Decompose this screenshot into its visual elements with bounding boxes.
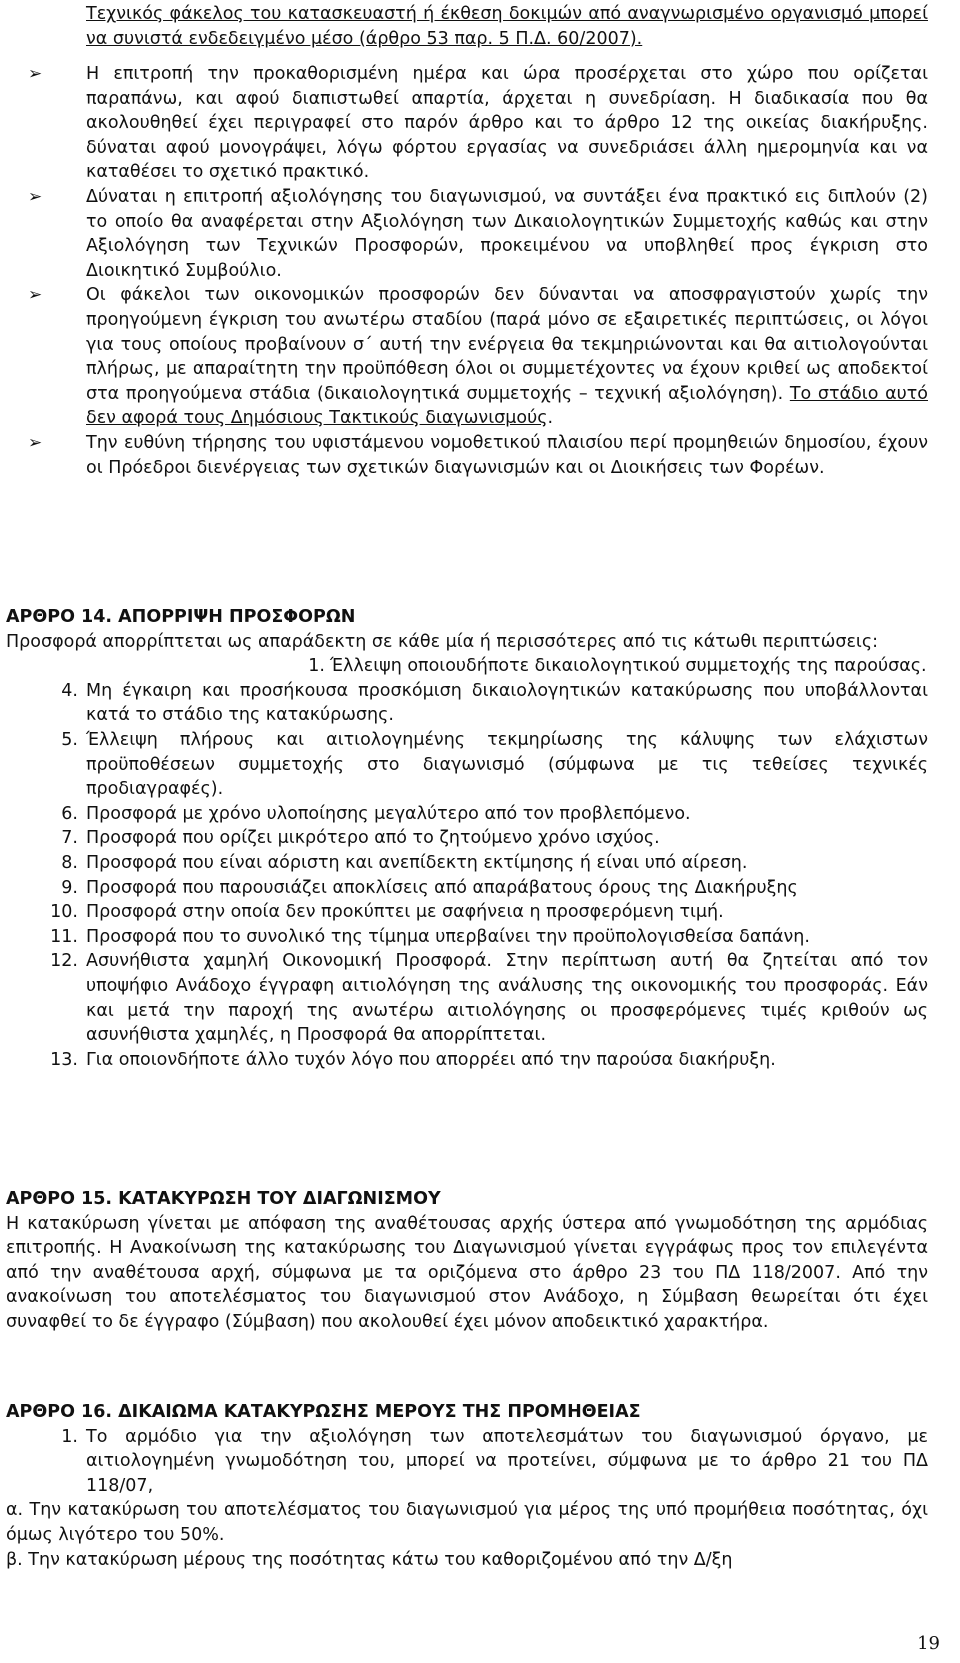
item-number: 1. [61,1426,78,1447]
item-number: 10. [50,902,78,923]
list-item [0,802,960,827]
page-number: 19 [917,1633,940,1654]
item-text: Προσφορά που το συνολικό της τίμημα υπερβαίνει την προϋπολογισθείσα δαπάνη. [86,926,810,947]
list-item [0,1425,960,1499]
item-text: Προσφορά στην οποία δεν προκύπτει με σαφήνεια η προσφερόμενη τιμή. [86,902,724,923]
list-item [0,949,960,1047]
bullet-text: Η επιτροπή την προκαθορισμένη ημέρα και ώρα προσέρχεται στο χώρο που ορίζεται παραπάνω, και αφού διαπιστωθεί απαρτία, άρχεται η συνεδρίαση. Η διαδικασία που θα ακολουθηθεί έχει περιγραφεί στο παρόν άρθρο και το άρθρο 12 της οικείας διακήρυξης. δύναται αφού μονογράψει, λόγω φόρτου εργασίας να συνεδριάσει άλλη ημερομηνία και να καταθέσει το σχετικό πρακτικό. [86,64,928,183]
list-item [0,1048,960,1073]
item-number: 7. [61,828,78,849]
article-14-lead: Προσφορά απορρίπτεται ως απαράδεκτη σε κάθε μία ή περισσότερες από τις κάτωθι περιπτώσεις: [6,631,879,652]
item-text: Προσφορά που είναι αόριστη και ανεπίδεκτη εκτίμησης ή είναι υπό αίρεση. [86,852,748,873]
list-item [0,851,960,876]
item-text: Προσφορά που παρουσιάζει αποκλίσεις από απαράβατους όρους της Διακήρυξης [86,877,798,898]
item-text: Προσφορά που ορίζει μικρότερο από το ζητούμενο χρόνο ισχύος. [86,828,660,849]
item-number: 11. [50,926,78,947]
list-item [0,900,960,925]
item-number: 4. [61,680,78,701]
item-number: 6. [61,803,78,824]
underlined-note: Το στάδιο αυτό δεν αφορά τους Δημόσιους Τακτικούς διαγωνισμούς [86,383,928,429]
bullet-text: Οι φάκελοι των οικονομικών προσφορών δεν δύνανται να αποσφραγιστούν χωρίς την προηγούμενη έγκριση του ανωτέρω σταδίου (παρά μόνο σε εξαιρετικές περιπτώσεις, οι λόγοι για τους οποίους προβαίνουν σ΄ αυτή την ενέργεια θα τεκμηριώνονται και θα αιτιολογούνται πλήρως, με απαραίτητη την προϋπόθεση όλοι οι συμμετέχοντες να έχουν κριθεί ως αποδεκτοί στα προηγούμενα στάδια (δικαιολογητικά συμμετοχής – τεχνική αξιολόγηση). [86,285,928,404]
list-item [0,826,960,851]
arrow-bullet-icon: ➢ [28,64,43,84]
list-item [0,679,960,728]
item-text: Για οποιονδήποτε άλλο τυχόν λόγο που απορρέει από την παρούσα διακήρυξη. [86,1049,776,1070]
list-item [0,876,960,901]
item-text: Το αρμόδιο για την αξιολόγηση των αποτελεσμάτων του διαγωνισμού όργανο, με αιτιολογημένη γνωμοδότηση του, μπορεί να προτείνει, σύμφωνα με το άρθρο 21 του ΠΔ 118/07, [86,1426,928,1496]
bullet-text: Δύναται η επιτροπή αξιολόγησης του διαγωνισμού, να συντάξει ένα πρακτικό εις διπλούν (2) το οποίο θα αναφέρεται στην Αξιολόγηση των Δικαιολογητικών Συμμετοχής καθώς και στην Αξιολόγηση των Τεχνικών Προσφορών, προκειμένου να υποβληθεί προς έγκριση στο Διοικητικό Συμβούλιο. [86,186,928,281]
article-16-heading: ΑΡΘΡΟ 16. ΔΙΚΑΙΩΜΑ ΚΑΤΑΚΥΡΩΣΗΣ ΜΕΡΟΥΣ ΤΗΣ ΠΡΟΜΗΘΕΙΑΣ [6,1402,641,1422]
item-number: 12. [50,951,78,972]
item-number: 9. [61,877,78,898]
arrow-bullet-icon: ➢ [28,285,43,306]
sub-item-alpha: α. Την κατακύρωση του αποτελέσματος του διαγωνισμού για μέρος της υπό προμήθεια ποσότητας, όχι όμως λιγότερο του 50%. [6,1500,928,1545]
item-text: Έλλειψη οποιουδήποτε δικαιολογητικού συμμετοχής της παρούσας. [330,656,927,677]
bullet-item [0,62,960,185]
arrow-bullet-icon: ➢ [28,186,43,207]
item-number: 1. [308,656,325,677]
article-15-text: Η κατακύρωση γίνεται με απόφαση της αναθέτουσας αρχής ύστερα από γνωμοδότηση της αρμόδιας επιτροπής. Η Ανακοίνωση της κατακύρωσης του Διαγωνισμού γίνεται εγγράφως προς τον επιλεγέντα από την αναθέτουσα αρχή, σύμφωνα με τα οριζόμενα στο άρθρο 23 του ΠΔ 118/2007. Από την ανακοίνωση του αποτελέσματος του διαγωνισμού στον Ανάδοχο, η Σύμβαση θεωρείται ότι έχει συναφθεί το δε έγγραφο (Σύμβαση) που ακολουθεί έχει μόνον αποδεικτικό χαρακτήρα. [6,1213,928,1332]
item-text: Ασυνήθιστα χαμηλή Οικονομική Προσφορά. Στην περίπτωση αυτή θα ζητείται από τον υποψήφιο Ανάδοχο έγγραφη αιτιολόγηση της ανάλυσης της οικονομικής του προσφοράς. Εάν και μετά την παροχή της ανωτέρω αιτιολόγησης οι προσφερόμενες τιμές κριθούν ως ασυνήθιστα χαμηλές, η Προσφορά θα απορρίπτεται. [86,951,928,1046]
item-text: Έλλειψη πλήρους και αιτιολογημένης τεκμηρίωσης της κάλυψης των ελάχιστων προϋποθέσεων συμμετοχής στο διαγωνισμό (σύμφωνα με τις τεθείσες τεχνικές προδιαγραφές). [86,729,928,800]
article-14 [0,605,960,1072]
arrow-bullet-icon: ➢ [28,432,43,453]
item-number: 13. [50,1049,78,1070]
bullet-list [0,62,960,480]
article-14-heading: ΑΡΘΡΟ 14. ΑΠΟΡΡΙΨΗ ΠΡΟΣΦΟΡΩΝ [6,607,356,627]
intro-block [0,2,960,51]
bullet-text: Την ευθύνη τήρησης του υφιστάμενου νομοθετικού πλαισίου περί προμηθειών δημοσίου, έχουν οι Πρόεδροι διενέργειας των σχετικών διαγωνισμών και οι Διοικήσεις των Φορέων. [86,432,928,478]
list-item [0,925,960,950]
article-14-list [0,679,960,1073]
article-15-heading: ΑΡΘΡΟ 15. ΚΑΤΑΚΥΡΩΣΗ ΤΟΥ ΔΙΑΓΩΝΙΣΜΟΥ [6,1189,441,1209]
list-item [0,728,960,802]
article-15 [0,1187,960,1335]
item-text: Προσφορά με χρόνο υλοποίησης μεγαλύτερο από τον προβλεπόμενο. [86,803,691,824]
article-16 [0,1400,960,1572]
item-number: 8. [61,852,78,873]
sub-item-beta: β. Την κατακύρωση μέρους της ποσότητας κάτω του καθοριζομένου από την Δ/ξη [6,1549,733,1570]
bullet-item [0,185,960,283]
list-item [0,654,960,679]
bullet-tail: . [547,408,554,429]
bullet-item [0,431,960,480]
item-number: 5. [61,729,78,750]
bullet-item [0,283,960,431]
intro-paragraph: Τεχνικός φάκελος του κατασκευαστή ή έκθεση δοκιμών από αναγνωρισμένο οργανισμό μπορεί να συνιστά ενδεδειγμένο μέσο (άρθρο 53 παρ. 5 Π.Δ. 60/2007). [86,4,928,49]
item-text: Μη έγκαιρη και προσήκουσα προσκόμιση δικαιολογητικών κατακύρωσης που υποβάλλονται κατά το στάδιο της κατακύρωσης. [86,680,928,726]
